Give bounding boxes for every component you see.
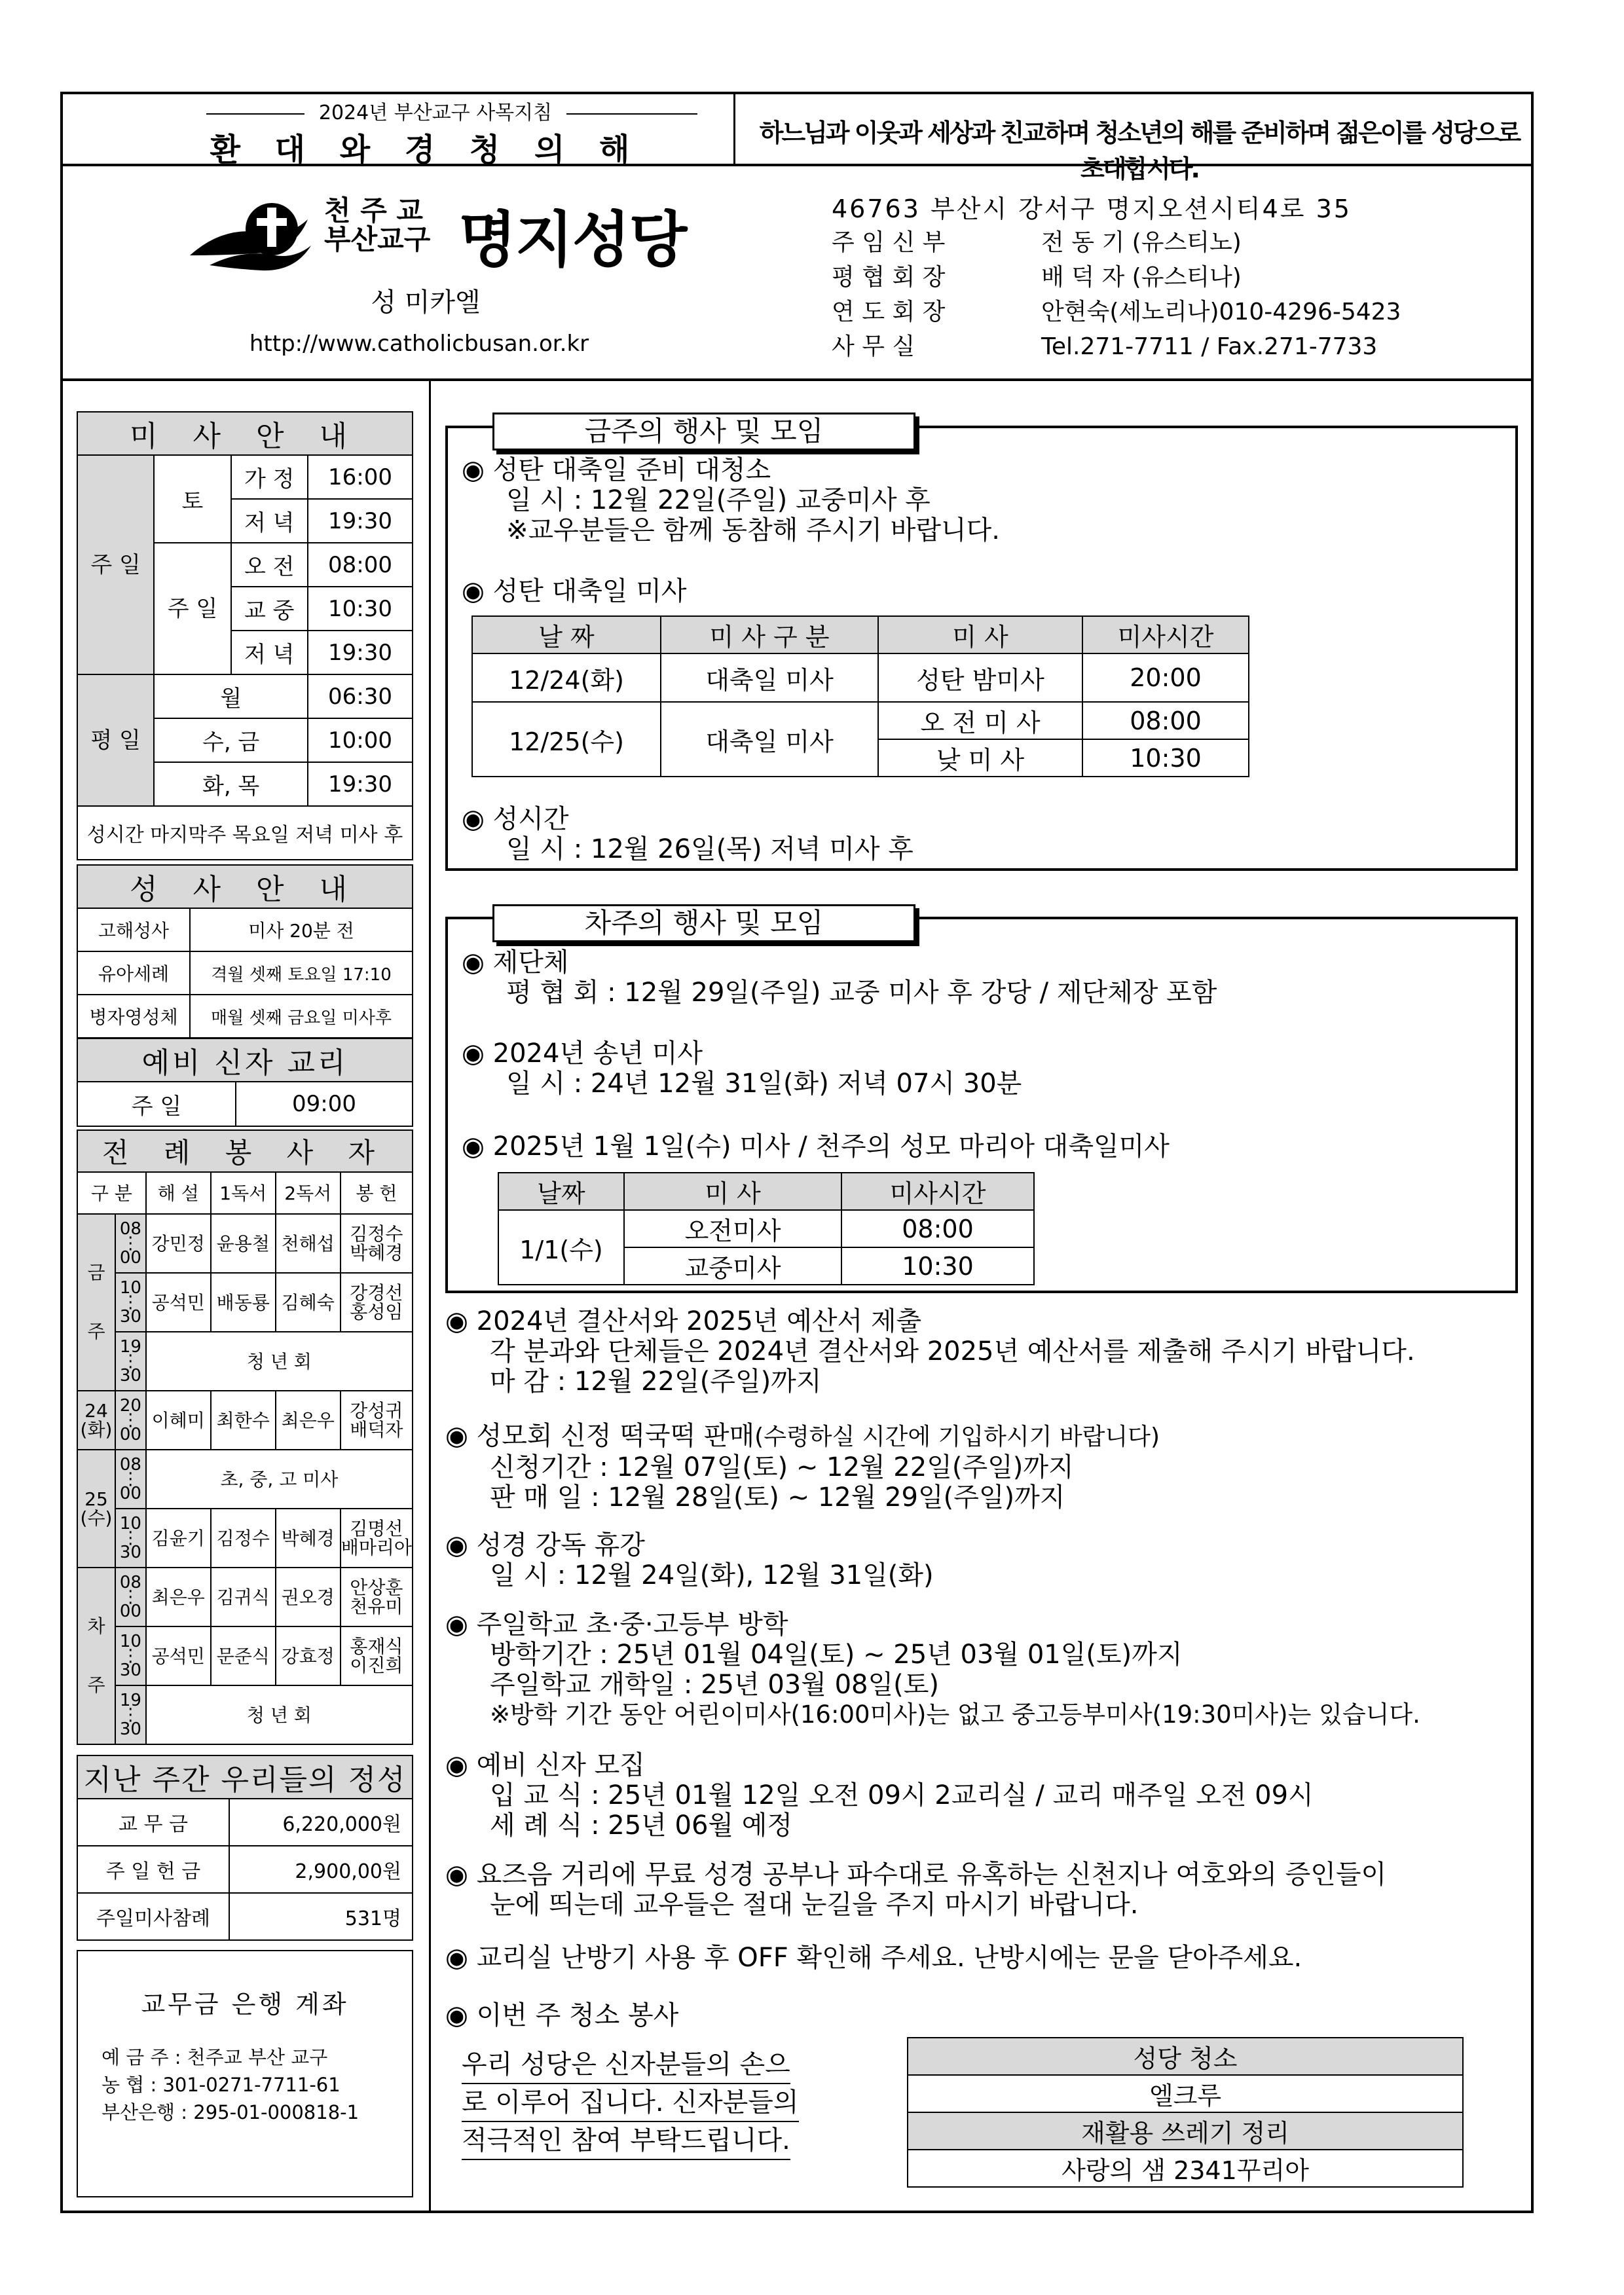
website-link[interactable]: http://www.catholicbusan.or.kr [249, 331, 589, 357]
yearend-mass-notice: ◉ 2024년 송년 미사 일 시 : 24년 12월 31일(화) 저녁 07시 30분 [462, 1038, 1022, 1099]
budget-notice: ◉ 2024년 결산서와 2025년 예산서 제출 각 분과와 단체들은 2024년 결산서와 2025년 예산서를 제출해 주시기 바랍니다. 마 감 : 12월 22일(주일)까지 [445, 1306, 1415, 1397]
rice-cake-notice: ◉ 성모회 신정 떡국떡 판매(수령하실 시간에 기입하시기 바랍니다) 신청기간 : 12월 07일(토) ~ 12월 22일(주일)까지 판 매 일 : 12월 28일(토) ~ 12월 29일(주일)까지 [445, 1421, 1160, 1513]
cleanup-notice: ◉ 성탄 대축일 준비 대청소 일 시 : 12월 22일(주일) 교중미사 후 ※교우분들은 함께 동참해 주시기 바랍니다. [462, 455, 1000, 545]
xmas-mass-table: 날 짜 미 사 구 분 미 사 미사시간 12/24(화) 대축일 미사 성탄 밤미사 20:00 12/25(수) 대축일 미사 오 전 미 사 08:00 낮 미 사 10:30 [471, 615, 1249, 777]
logo-text: 천 주 교 부산교구 [324, 194, 431, 255]
motto: 하느님과 이웃과 세상과 친교하며 청소년의 해를 준비하며 젊은이를 성당으로 초대합시다. [759, 119, 1520, 183]
parish-name: 명지성당 [458, 205, 686, 275]
liturgy-servers-table: 전 례 봉 사 자 구 분 해 설 1독서 2독서 봉 헌 금 주 08 ⋮ 00 강민정 윤용철 천해섭 김정수 박혜경 10 ⋮ 30 공석민 배동룡 김혜숙 강경선 홍성임 19 ⋮ 30 청 년 회 24 (화) 20 ⋮ 00 이혜미 최한수 최은우 강성귀 배덕자 25 (수) 08 ⋮ 00 초, 중, 고 미사 10 ⋮ 30 김윤기 김정수 박혜경 김명선 배마리아 차 주 08 ⋮ 00 최은우 김귀식 권오경 안상훈 천유미 10 ⋮ 30 공석민 문준식 강효정 홍재식 이진희 19 ⋮ 30 청 년 회 [77, 1129, 413, 1745]
mass-guide-table: 미 사 안 내 주 일 토 가 정 16:00 저 녁 19:30 주 일 오 전 08:00 교 중 10:30 저 녁 19:30 평 일 월 06:30 수, 금 10:00 화, 목 19:30 성시간 마지막주 목요일 저녁 미사 후 [77, 411, 413, 860]
banner-small: 2024년 부산교구 사목지침 [190, 96, 714, 125]
patron: 성 미카엘 [371, 287, 481, 318]
sacrament-table: 성 사 안 내 고해성사 미사 20분 전 유아세례 격월 셋째 토요일 17:10 병자영성체 매월 셋째 금요일 미사후 [77, 864, 413, 1038]
newyear-mass-title: ◉ 2025년 1월 1일(수) 미사 / 천주의 성모 마리아 대축일미사 [462, 1131, 1170, 1162]
xmas-mass-title: ◉ 성탄 대축일 미사 [462, 576, 687, 606]
next-week-title: 차주의 행사 및 모임 [492, 904, 915, 942]
bank-box: 교무금 은행 계좌 예 금 주 : 천주교 부산 교구 농 협 : 301-0271-7711-61 부산은행 : 295-01-000818-1 [77, 1950, 413, 2197]
body-top-divider [60, 378, 1534, 381]
banner-title: 환 대 와 경 청 의 해 [210, 132, 642, 168]
staff-list: 주 임 신 부 전 동 기 (유스티노) 평 협 회 장 배 덕 자 (유스티나) 연 도 회 장 안현숙(세노리나)010-4296-5423 사 무 실 Tel.271-7711 / Fax.271-7733 [832, 229, 1401, 360]
heater-notice: ◉ 교리실 난방기 사용 후 OFF 확인해 주세요. 난방시에는 문을 닫아주세요. [445, 1943, 1302, 1973]
newyear-mass-table: 날짜 미 사 미사시간 1/1(수) 오전미사 08:00 교중미사 10:30 [498, 1172, 1035, 1285]
offering-table: 지난 주간 우리들의 정성 교 무 금 6,220,000원 주 일 헌 금 2,900,00원 주일미사참례 531명 [77, 1755, 413, 1941]
column-divider [429, 380, 431, 2213]
bible-study-notice: ◉ 성경 강독 휴강 일 시 : 12월 24일(화), 12월 31일(화) [445, 1530, 934, 1590]
warning-notice: ◉ 요즈음 거리에 무료 성경 공부나 파수대로 유혹하는 신천지나 여호와의 증인들이 눈에 띄는데 교우들은 절대 눈길을 주지 마시기 바랍니다. [445, 1860, 1387, 1920]
altar-notice: ◉ 제단체 평 협 회 : 12월 29일(주일) 교중 미사 후 강당 / 제단체장 포함 [462, 947, 1217, 1008]
catechumen-table: 예비 신자 교리 주 일 09:00 [77, 1038, 413, 1127]
sunday-school-notice: ◉ 주일학교 초·중·고등부 방학 방학기간 : 25년 01월 04일(토) ~ 25년 03월 01일(토)까지 주일학교 개학일 : 25년 03월 08일(토) ※방학 기간 동안 어린이미사(16:00미사)는 없고 중고등부미사(19:30미사)는 있습니다. [445, 1609, 1420, 1729]
diocese-logo-icon [183, 193, 314, 278]
cleaning-table: 성당 청소 엘크루 재활용 쓰레기 정리 사랑의 샘 2341꾸리아 [907, 2037, 1464, 2188]
address: 46763 부산시 강서구 명지오션시티4로 35 [832, 194, 1352, 223]
catechumen-recruit-notice: ◉ 예비 신자 모집 입 교 식 : 25년 01월 12일 오전 09시 2교리실 / 교리 매주일 오전 09시 세 례 식 : 25년 06월 예정 [445, 1750, 1314, 1841]
header-vdivider [733, 92, 735, 165]
cleaning-title: ◉ 이번 주 청소 봉사 [445, 2000, 679, 2030]
holy-hour-notice: ◉ 성시간 일 시 : 12월 26일(목) 저녁 미사 후 [462, 804, 913, 864]
cleaning-text: 우리 성당은 신자분들의 손으 로 이루어 집니다. 신자분들의 적극적인 참여 부탁드립니다. [462, 2046, 799, 2160]
this-week-title: 금주의 행사 및 모임 [492, 413, 915, 450]
